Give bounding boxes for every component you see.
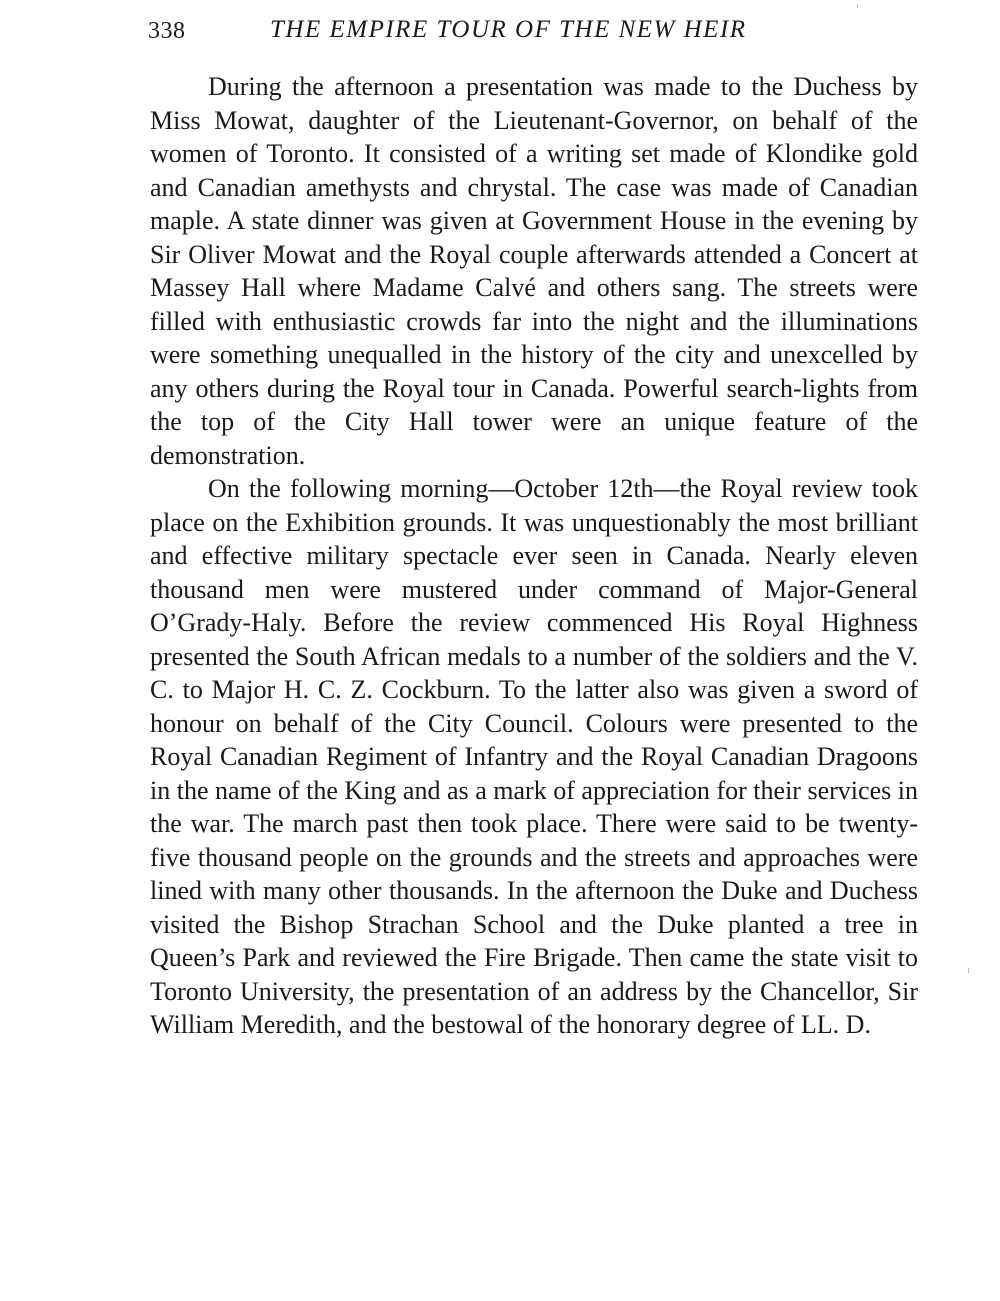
- page-number: 338: [148, 18, 186, 44]
- scan-mark: [968, 968, 969, 973]
- running-title: THE EMPIRE TOUR OF THE NEW HEIR: [270, 16, 747, 43]
- running-head: [148, 14, 918, 50]
- paragraph: During the afternoon a presentation was made to the Duchess by Miss Mowat, daughter of the Lieutenant-Governor, on behalf of the women of Toronto. It consisted of a writing set made of Klondike gold and Canadian amethysts and chrystal. The case was made of Canadian maple. A state dinner was given at Government House in the evening by Sir Oliver Mowat and the Royal couple afterwards attended a Concert at Massey Hall where Madame Calvé and others sang. The streets were filled with enthusiastic crowds far into the night and the illuminations were something unequalled in the history of the city and unexcelled by any others during the Royal tour in Canada. Powerful search-lights from the top of the City Hall tower were an unique feature of the demonstration.: [150, 72, 918, 470]
- paragraph: On the following morning—October 12th—the Royal review took place on the Exhibition grounds. It was unquestionably the most brilliant and effective military spectacle ever seen in Canada. Nearly eleven thousand men were mustered under command of Major-General O’Grady-Haly. Before the review commenced His Royal Highness presented the South African medals to a number of the soldiers and the V. C. to Major H. C. Z. Cockburn. To the latter also was given a sword of honour on behalf of the City Council. Colours were presented to the Royal Canadian Regiment of Infantry and the Royal Canadian Dragoons in the name of the King and as a mark of appreciation for their services in the war. The march past then took place. There were said to be twenty-five thousand people on the grounds and the streets and approaches were lined with many other thousands. In the afternoon the Duke and Duchess visited the Bishop Strachan School and the Duke planted a tree in Queen’s Park and reviewed the Fire Brigade. Then came the state visit to Toronto University, the presentation of an address by the Chancellor, Sir William Meredith, and the bestowal of the honorary degree of LL. D.: [150, 474, 918, 1039]
- body-text: [150, 70, 918, 1042]
- scan-mark: [857, 4, 858, 8]
